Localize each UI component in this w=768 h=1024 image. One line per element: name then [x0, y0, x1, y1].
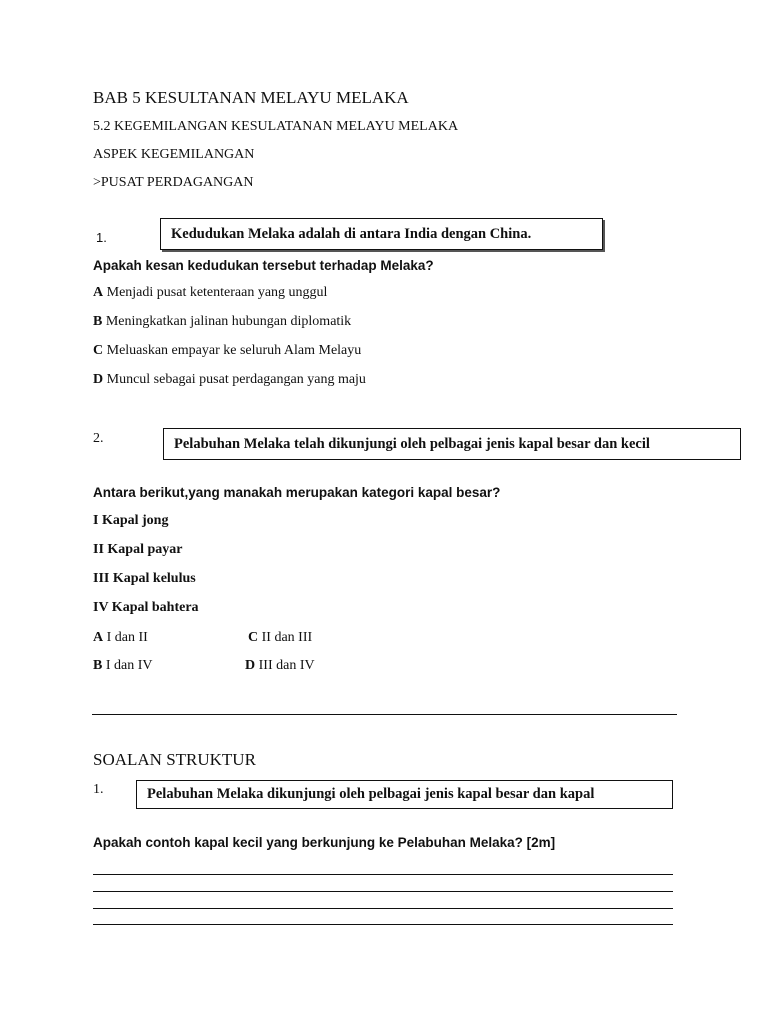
subtopic-title: 5.2 KEGEMILANGAN KESULATANAN MELAYU MELAKA [93, 119, 459, 134]
option-letter: A [93, 285, 104, 300]
answer-line[interactable] [93, 874, 673, 875]
q2-option-b [93, 658, 153, 674]
q1-option-d [93, 372, 366, 388]
s1-number: 1. [93, 782, 104, 797]
q1-option-b [93, 314, 351, 330]
q2-number: 2. [93, 431, 104, 446]
option-text: III dan IV [255, 658, 315, 673]
answer-line[interactable] [93, 891, 673, 892]
option-letter: B [93, 658, 103, 673]
option-text: II dan III [258, 630, 313, 645]
q1-question: Apakah kesan kedudukan tersebut terhadap Melaka? [93, 258, 434, 273]
section-heading: SOALAN STRUKTUR [93, 750, 256, 769]
option-text: Muncul sebagai pusat perdagangan yang maju [103, 372, 366, 387]
option-text: Meningkatkan jalinan hubungan diplomatik [102, 314, 352, 329]
option-text: Meluaskan empayar ke seluruh Alam Melayu [103, 343, 362, 358]
q2-statement-3: III Kapal kelulus [93, 571, 196, 586]
q2-stimulus-text: Pelabuhan Melaka telah dikunjungi oleh pelbagai jenis kapal besar dan kecil [174, 435, 650, 452]
focus-title: >PUSAT PERDAGANGAN [93, 175, 254, 190]
q1-stimulus-box [160, 218, 603, 250]
s1-question: Apakah contoh kapal kecil yang berkunjung ke Pelabuhan Melaka? [2m] [93, 835, 556, 850]
chapter-title: BAB 5 KESULTANAN MELAYU MELAKA [93, 88, 409, 107]
q2-statement-2: II Kapal payar [93, 542, 183, 557]
s1-stimulus-box [136, 780, 673, 809]
q1-stimulus-text: Kedudukan Melaka adalah di antara India dengan China. [171, 225, 532, 242]
section-divider [92, 714, 677, 715]
option-letter: D [245, 658, 256, 673]
q2-option-a [93, 630, 148, 646]
q2-question: Antara berikut,yang manakah merupakan kategori kapal besar? [93, 485, 501, 500]
option-letter: C [248, 630, 259, 645]
answer-line[interactable] [93, 908, 673, 909]
q2-stimulus-box [163, 428, 741, 460]
q2-statement-4: IV Kapal bahtera [93, 600, 199, 615]
option-text: Menjadi pusat ketenteraan yang unggul [103, 285, 328, 300]
option-letter: B [93, 314, 103, 329]
q1-number: 1. [96, 230, 107, 245]
q1-option-a [93, 285, 327, 301]
q1-option-c [93, 343, 361, 359]
option-text: I dan IV [102, 658, 153, 673]
q2-option-c [248, 630, 312, 646]
q2-option-d [245, 658, 315, 674]
answer-line[interactable] [93, 924, 673, 925]
option-text: I dan II [103, 630, 148, 645]
s1-stimulus-text: Pelabuhan Melaka dikunjungi oleh pelbagai jenis kapal besar dan kapal [147, 786, 595, 802]
option-letter: C [93, 343, 104, 358]
q2-statement-1: I Kapal jong [93, 513, 169, 528]
option-letter: A [93, 630, 104, 645]
aspect-title: ASPEK KEGEMILANGAN [93, 147, 255, 162]
option-letter: D [93, 372, 104, 387]
